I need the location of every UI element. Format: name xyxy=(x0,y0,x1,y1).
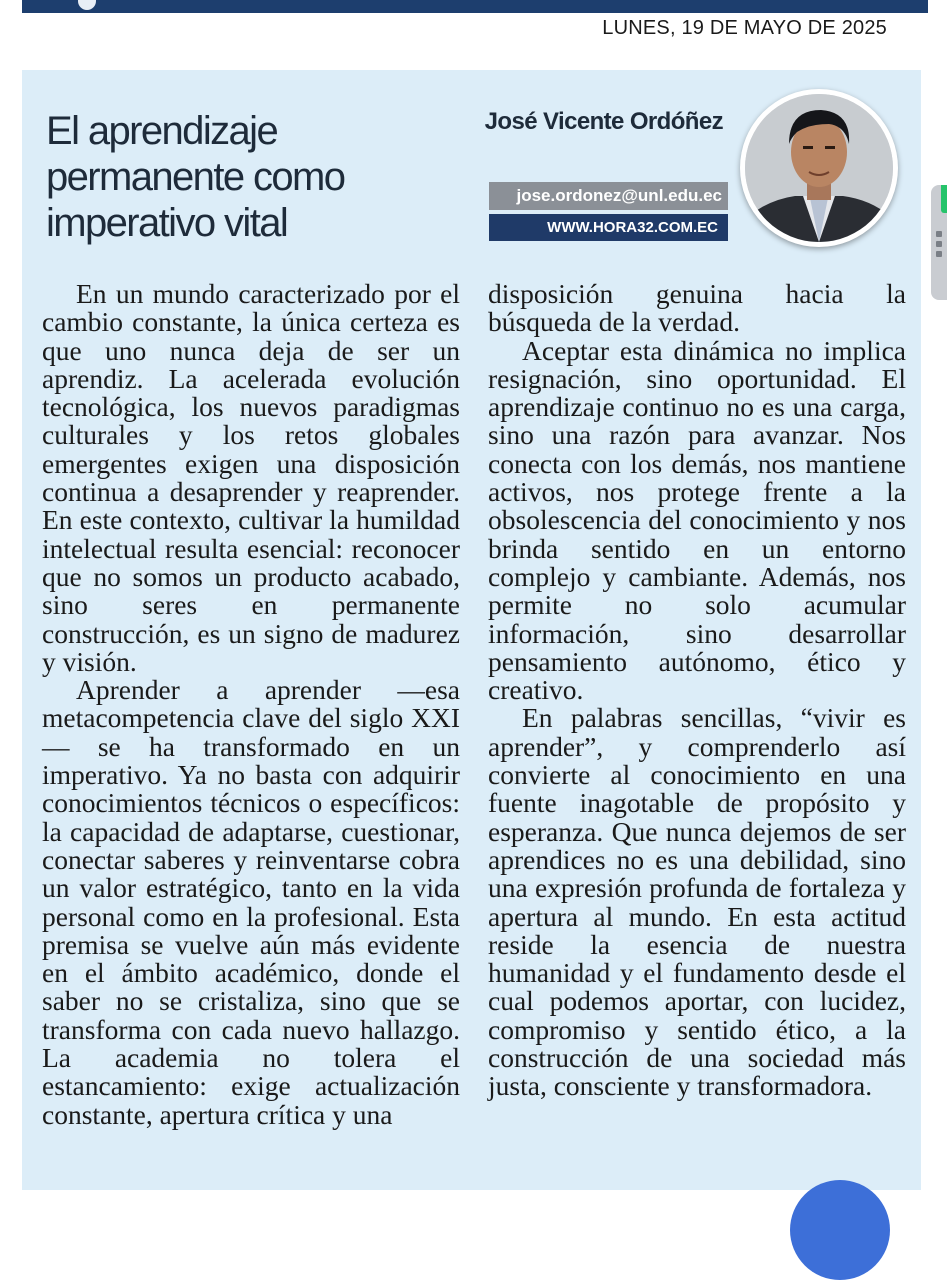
author-photo xyxy=(740,89,898,247)
article-paragraph-continuation: disposición genuina hacia la búsqueda de la verdad. xyxy=(488,278,906,338)
floating-action-button[interactable] xyxy=(790,1180,890,1280)
article-title: El aprendizaje permanente como imperativo vital xyxy=(46,109,345,245)
author-name: José Vicente Ordóñez xyxy=(484,108,723,135)
article-column-right xyxy=(488,280,906,1101)
article-paragraph: En palabras sencillas, “vivir es aprender”, y comprenderlo así convierte al conocimiento en una fuente inagotable de propósito y esperanza. Que nunca dejemos de ser aprendices no es una debilidad, sino una expresión profunda de fortaleza y apertura al mundo. En esta actitud reside la esencia de nuestra humanidad y el fundamento desde el cual podemos aportar, con lucidez, compromiso y sentido ético, a la construcción de una sociedad más justa, consciente y transformadora. xyxy=(488,702,906,1102)
author-email[interactable]: jose.ordonez@unl.edu.ec xyxy=(489,182,728,210)
publication-date: LUNES, 19 DE MAYO DE 2025 xyxy=(602,17,887,39)
article-paragraph: En un mundo caracterizado por el cambio constante, la única certeza es que uno nunca deja de ser un aprendiz. La acelerada evolución tecnológica, los nuevos paradigmas culturales y los retos globales emergentes exigen una disposición continua a desaprender y reaprender. En este contexto, cultivar la humildad intelectual resulta esencial: reconocer que no somos un producto acabado, sino seres en permanente construcción, es un signo de madurez y visión. xyxy=(42,278,460,677)
article-column-left xyxy=(42,280,460,1129)
author-portrait-icon xyxy=(745,94,893,242)
top-header-bar xyxy=(22,0,928,13)
article-paragraph: Aprender a aprender —esa metacompetencia clave del siglo XXI— se ha transformado en un imperativo. Ya no basta con adquirir conocimientos técnicos o específicos: la capacidad de adaptarse, cuestionar, conectar saberes y reinventarse cobra un valor estratégico, tanto en la vida personal como en la profesional. Esta premisa se vuelve aún más evidente en el ámbito académico, donde el saber no se cristaliza, sino que se transforma con cada nuevo hallazgo. La academia no tolera el estancamiento: exige actualización constante, apertura crítica y una xyxy=(42,674,460,1130)
side-panel-handle[interactable] xyxy=(931,185,947,300)
handle-grip-dot xyxy=(936,241,942,247)
article-paragraph: Aceptar esta dinámica no implica resignación, sino oportunidad. El aprendizaje continuo no es una carga, sino una razón para avanzar. Nos conecta con los demás, nos mantiene activos, nos protege frente a la obsolescencia del conocimiento y nos brinda sentido en un entorno complejo y cambiante. Además, nos permite no solo acumular información, sino desarrollar pensamiento autónomo, ético y creativo. xyxy=(488,334,906,706)
header-logo-mark xyxy=(78,0,96,10)
side-handle-accent xyxy=(941,185,947,213)
handle-grip-dot xyxy=(936,251,942,257)
handle-grip-dot xyxy=(936,231,942,237)
website-link[interactable]: WWW.HORA32.COM.EC xyxy=(489,214,728,241)
